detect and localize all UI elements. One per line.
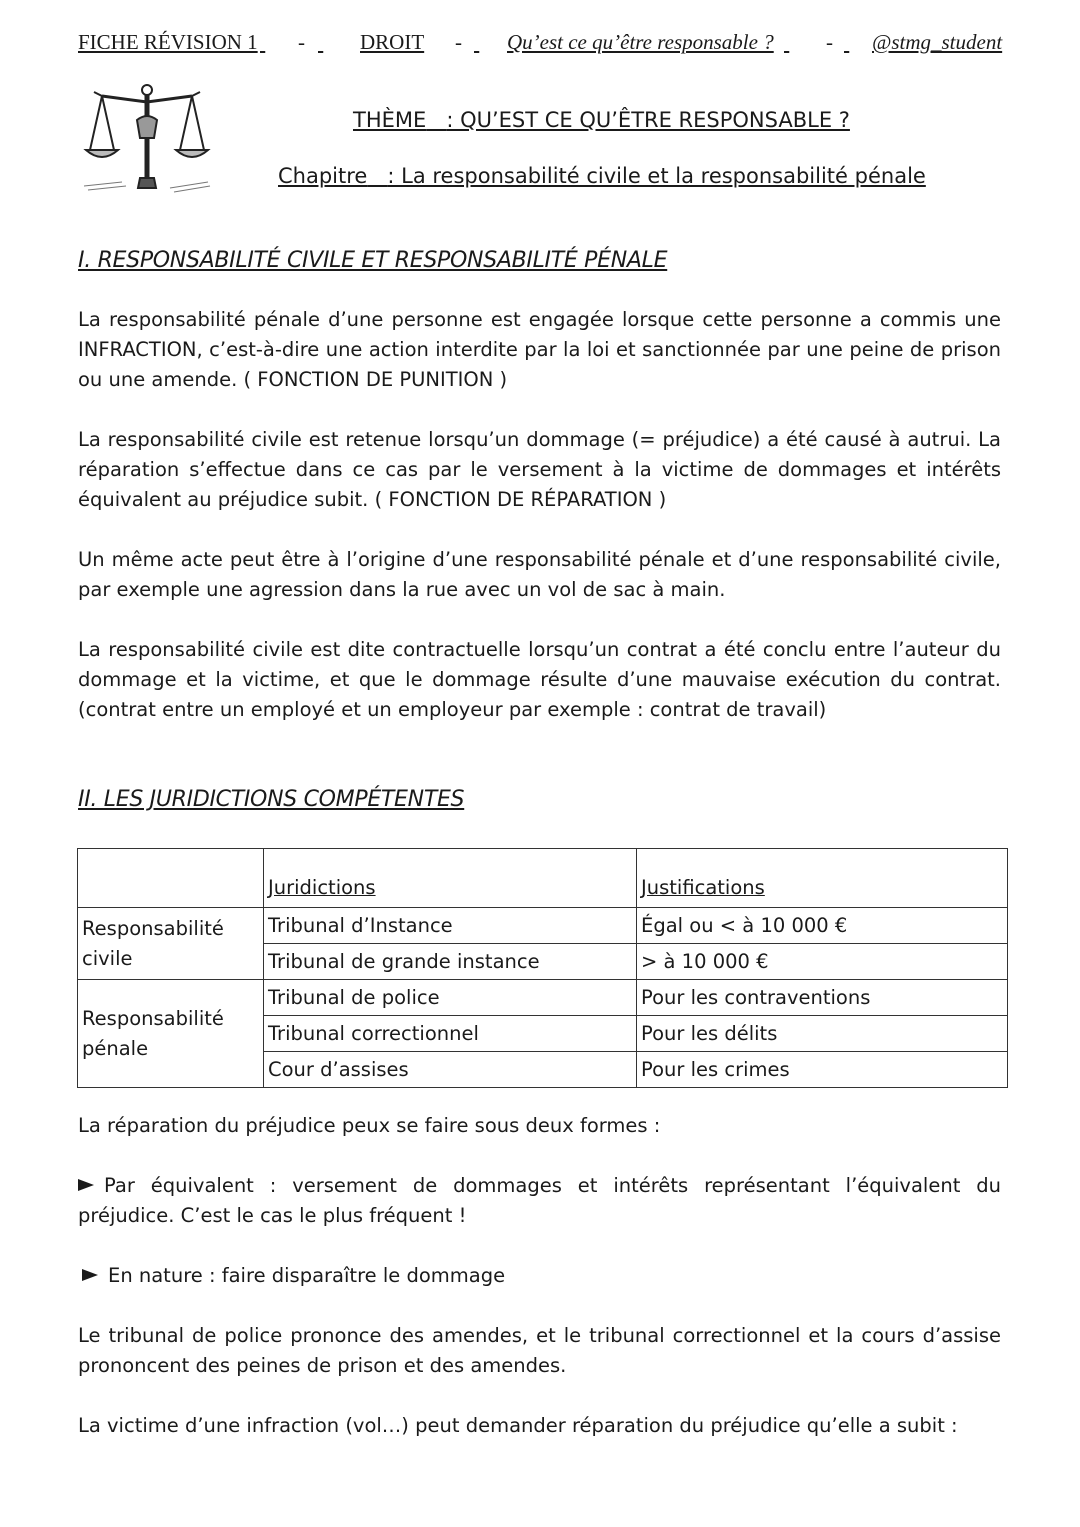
arrow-right-icon <box>78 1179 94 1191</box>
header-sep-3: - <box>826 30 833 54</box>
paragraph-reparation-intro: La réparation du préjudice peux se faire sous deux formes : <box>78 1114 661 1137</box>
table-cell-juridiction: Tribunal de police <box>264 980 637 1016</box>
header-gap-3 <box>474 30 504 55</box>
arrow-right-icon <box>82 1269 98 1281</box>
header-subject: DROIT <box>360 30 425 54</box>
table-cell-juridiction: Cour d’assises <box>264 1052 637 1088</box>
header-handle: @stmg_student <box>872 30 1003 54</box>
theme-title: : QU’EST CE QU’ÊTRE RESPONSABLE ? <box>446 108 850 132</box>
header-question: Qu’est ce qu’être responsable ? <box>507 30 774 54</box>
bullet-text: Par équivalent : versement de dommages et intérêts représentant l’équivalent du préjudice. C’est le cas le plus fréquent ! <box>78 1174 1001 1227</box>
table-header-empty <box>78 849 264 908</box>
table-cell-justification: Égal ou < à 10 000 € <box>637 908 1008 944</box>
table-cell-juridiction: Tribunal de grande instance <box>264 944 637 980</box>
table-header-juridictions: Juridictions <box>264 849 637 908</box>
paragraph-civile: La responsabilité civile est retenue lorsqu’un dommage (= préjudice) a été causé à autrui. La réparation s’effectue dans ce cas par le versement à la victime de dommages et intérêts équivalent au préjudice subit. ( FONCTION DE RÉPARATION ) <box>78 428 1001 511</box>
theme-label: THÈME <box>353 108 427 132</box>
category-penale: Responsabilité pénale <box>78 980 264 1088</box>
table-cell-juridiction: Tribunal correctionnel <box>264 1016 637 1052</box>
table-cell-justification: Pour les délits <box>637 1016 1008 1052</box>
table-header-justifications: Justifications <box>637 849 1008 908</box>
table-cell-justification: Pour les contraventions <box>637 980 1008 1016</box>
page-header <box>78 30 1008 58</box>
theme-line <box>353 108 850 132</box>
bullet-par-equivalent <box>78 1171 1001 1231</box>
header-gap-4 <box>784 30 824 55</box>
paragraph-victime: La victime d’une infraction (vol…) peut demander réparation du préjudice qu’elle a subit : <box>78 1414 958 1437</box>
table-cell-juridiction: Tribunal d’Instance <box>264 908 637 944</box>
chapter-label: Chapitre <box>278 164 368 188</box>
chapter-gap <box>367 164 387 188</box>
bullet-text: En nature : faire disparaître le dommage <box>108 1264 506 1287</box>
table-cell-justification: > à 10 000 € <box>637 944 1008 980</box>
section-1-title: I. RESPONSABILITÉ CIVILE ET RESPONSABILITÉ PÉNALE <box>78 248 668 273</box>
paragraph-tribunal-police: Le tribunal de police prononce des amendes, et le tribunal correctionnel et la cours d’assise prononcent des peines de prison et des amendes. <box>78 1324 1001 1377</box>
bullet-en-nature <box>78 1261 1001 1291</box>
table-cell-justification: Pour les crimes <box>637 1052 1008 1088</box>
header-gap-5 <box>844 30 874 55</box>
chapter-title: : La responsabilité civile et la responsabilité pénale <box>387 164 926 188</box>
paragraph-meme-acte: Un même acte peut être à l’origine d’une responsabilité pénale et d’une responsabilité civile, par exemple une agression dans la rue avec un vol de sac à main. <box>78 548 1001 601</box>
theme-gap <box>426 108 446 132</box>
paragraph-penale: La responsabilité pénale d’une personne est engagée lorsque cette personne a commis une INFRACTION, c’est-à-dire une action interdite par la loi et sanctionnée par une peine de prison ou une amende. ( FONCTION DE PUNITION ) <box>78 308 1001 391</box>
table-row <box>78 908 1008 944</box>
header-sep-2: - <box>455 30 462 54</box>
table-row <box>78 980 1008 1016</box>
scales-of-justice-icon <box>82 78 212 196</box>
juridictions-table <box>77 848 1008 1088</box>
paragraph-contractuelle: La responsabilité civile est dite contractuelle lorsqu’un contrat a été conclu entre l’auteur du dommage et la victime, et que le dommage résulte d’une mauvaise exécution du contrat. (contrat entre un employé et un employeur par exemple : contrat de travail) <box>78 638 1001 721</box>
chapter-line <box>278 164 926 188</box>
header-fiche: FICHE RÉVISION 1 <box>78 30 258 54</box>
section-2-title: II. LES JURIDICTIONS COMPÉTENTES <box>78 787 465 812</box>
category-civile: Responsabilité civile <box>78 908 264 980</box>
table-header-row <box>78 849 1008 908</box>
header-sep-1: - <box>298 30 305 54</box>
